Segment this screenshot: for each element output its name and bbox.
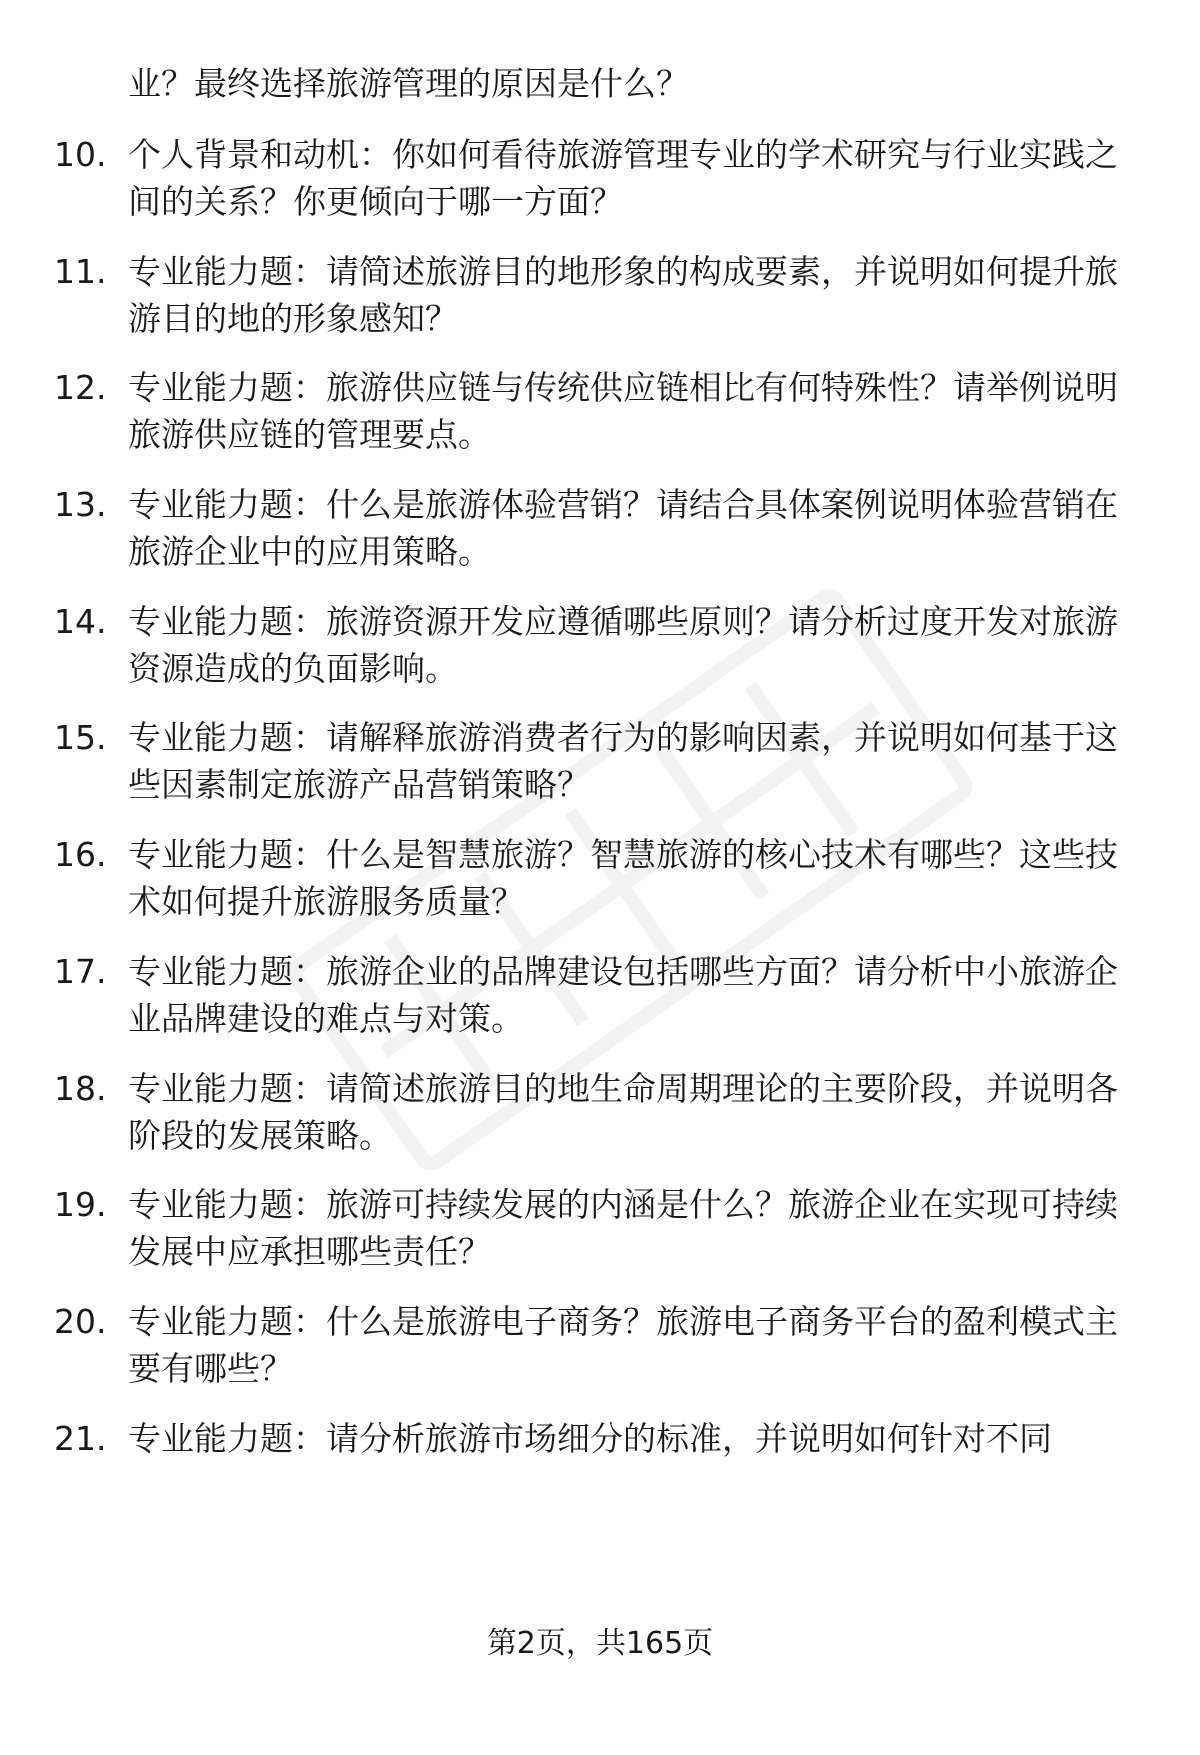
item-number: 20.	[54, 1302, 107, 1341]
item-text: 专业能力题：什么是智慧旅游？智慧旅游的核心技术有哪些？这些技术如何提升旅游服务质量？	[128, 835, 1118, 921]
item-number: 15.	[54, 718, 107, 757]
item-text: 专业能力题：什么是旅游电子商务？旅游电子商务平台的盈利模式主要有哪些？	[128, 1302, 1118, 1388]
item-number: 12.	[54, 368, 107, 407]
item-text: 专业能力题：什么是旅游体验营销？请结合具体案例说明体验营销在旅游企业中的应用策略。	[128, 485, 1118, 571]
item-number: 16.	[54, 835, 107, 874]
item-number: 18.	[54, 1069, 107, 1108]
item-number: 21.	[54, 1419, 107, 1458]
item-text: 个人背景和动机：你如何看待旅游管理专业的学术研究与行业实践之间的关系？你更倾向于哪一方面？	[128, 135, 1118, 221]
item-number: 17.	[54, 952, 107, 991]
continuation-text: 业？最终选择旅游管理的原因是什么？	[128, 64, 689, 103]
item-text: 专业能力题：旅游资源开发应遵循哪些原则？请分析过度开发对旅游资源造成的负面影响。	[128, 602, 1118, 688]
page-footer: 第2页，共165页	[486, 1626, 714, 1661]
item-text: 专业能力题：请分析旅游市场细分的标准，并说明如何针对不同	[128, 1419, 1052, 1458]
item-number: 19.	[54, 1185, 107, 1224]
item-text: 专业能力题：旅游可持续发展的内涵是什么？旅游企业在实现可持续发展中应承担哪些责任？	[128, 1185, 1118, 1271]
item-text: 专业能力题：请简述旅游目的地生命周期理论的主要阶段，并说明各阶段的发展策略。	[128, 1069, 1118, 1155]
item-number: 11.	[54, 252, 107, 291]
item-number: 14.	[54, 602, 107, 641]
item-number: 10.	[54, 135, 107, 174]
item-text: 专业能力题：请简述旅游目的地形象的构成要素，并说明如何提升旅游目的地的形象感知？	[128, 252, 1118, 338]
item-number: 13.	[54, 485, 107, 524]
item-text: 专业能力题：旅游供应链与传统供应链相比有何特殊性？请举例说明旅游供应链的管理要点。	[128, 368, 1118, 454]
item-text: 专业能力题：旅游企业的品牌建设包括哪些方面？请分析中小旅游企业品牌建设的难点与对策。	[128, 952, 1118, 1038]
item-text: 专业能力题：请解释旅游消费者行为的影响因素，并说明如何基于这些因素制定旅游产品营销策略？	[128, 718, 1118, 804]
